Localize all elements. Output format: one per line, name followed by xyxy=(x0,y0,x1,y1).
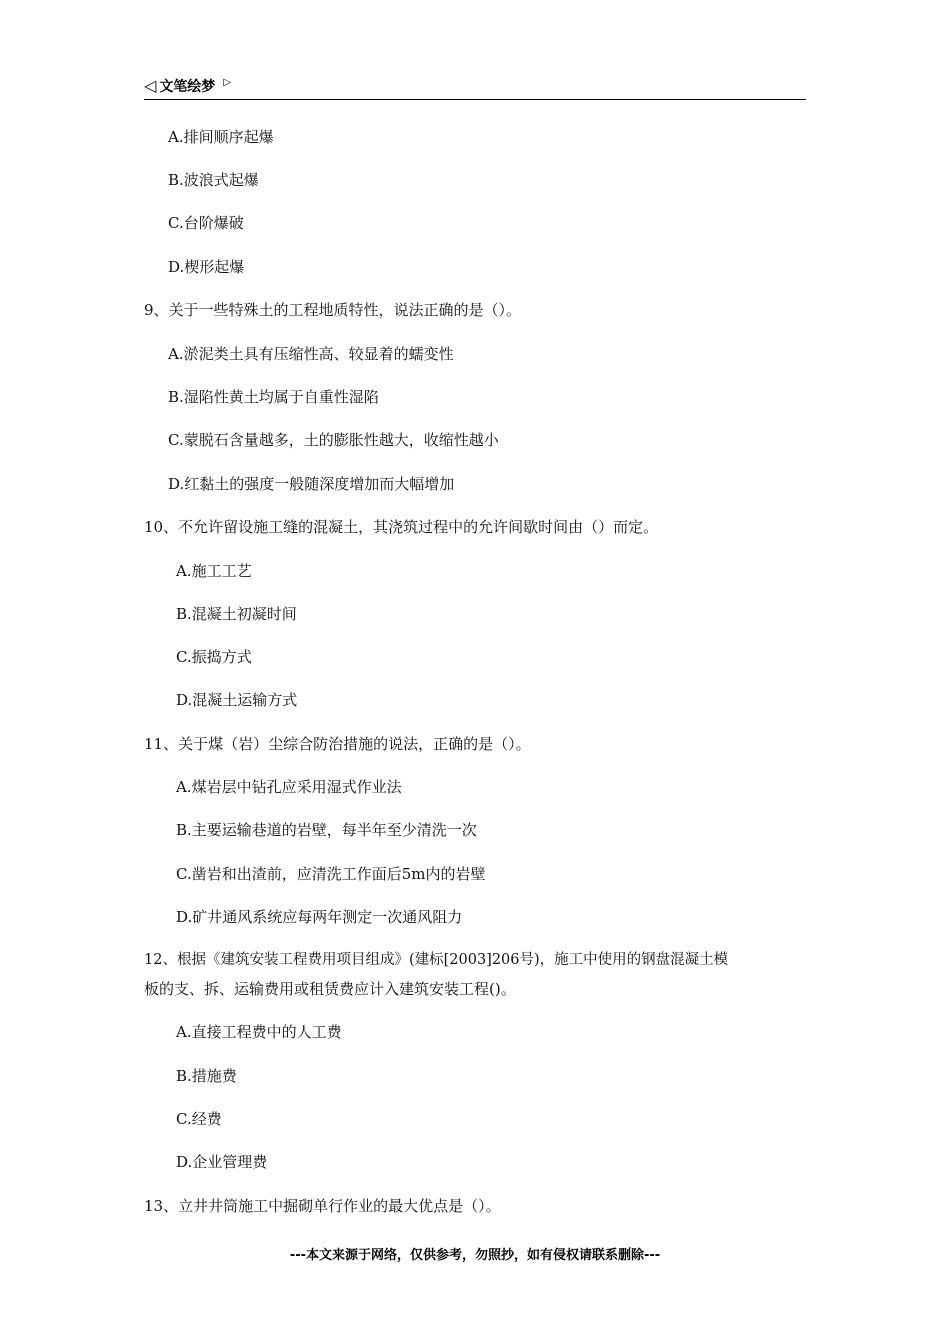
header-title: 文笔绘梦 xyxy=(159,78,216,95)
option-8a: A.排间顺序起爆 xyxy=(168,128,274,146)
triangle-right-icon: ▷ xyxy=(223,77,232,88)
option-12b: B.措施费 xyxy=(176,1067,237,1085)
option-12d: D.企业管理费 xyxy=(176,1153,268,1171)
option-8c: C.台阶爆破 xyxy=(168,214,244,232)
question-13: 13、立井井筒施工中掘砌单行作业的最大优点是（）。 xyxy=(144,1197,501,1215)
option-10d: D.混凝土运输方式 xyxy=(176,691,298,709)
option-12a: A.直接工程费中的人工费 xyxy=(176,1023,342,1041)
option-9b: B.湿陷性黄土均属于自重性湿陷 xyxy=(168,388,379,406)
option-11b: B.主要运输巷道的岩壁，每半年至少清洗一次 xyxy=(176,821,477,839)
question-12-line2: 板的支、拆、运输费用或租赁费应计入建筑安装工程()。 xyxy=(144,980,516,998)
question-10: 10、不允许留设施工缝的混凝土，其浇筑过程中的允许间歇时间由（）而定。 xyxy=(144,518,659,536)
option-9c: C.蒙脱石含量越多，土的膨胀性越大，收缩性越小 xyxy=(168,431,499,449)
triangle-left-icon: ◁ xyxy=(144,76,157,95)
option-11d: D.矿井通风系统应每两年测定一次通风阻力 xyxy=(176,908,463,926)
option-8b: B.波浪式起爆 xyxy=(168,171,259,189)
option-9d: D.红黏土的强度一般随深度增加而大幅增加 xyxy=(168,475,455,493)
page-footer: ---本文来源于网络，仅供参考，勿照抄，如有侵权请联系删除--- xyxy=(289,1248,661,1263)
question-11: 11、关于煤（岩）尘综合防治措施的说法，正确的是（）。 xyxy=(144,735,531,753)
option-8d: D.楔形起爆 xyxy=(168,258,245,276)
option-10b: B.混凝土初凝时间 xyxy=(176,605,297,623)
option-11c: C.凿岩和出渣前，应清洗工作面后5m内的岩壁 xyxy=(176,865,486,883)
question-9: 9、关于一些特殊土的工程地质特性，说法正确的是（）。 xyxy=(144,301,522,319)
option-11a: A.煤岩层中钻孔应采用湿式作业法 xyxy=(176,778,402,796)
option-12c: C.经费 xyxy=(176,1110,222,1128)
option-9a: A.淤泥类土具有压缩性高、较显着的蠕变性 xyxy=(168,345,454,363)
option-10a: A.施工工艺 xyxy=(176,562,252,580)
option-10c: C.振捣方式 xyxy=(176,648,252,666)
question-12-line1: 12、根据《建筑安装工程费用项目组成》(建标[2003]206号)，施工中使用的钢盘混凝土模 xyxy=(144,952,729,968)
page-header xyxy=(144,72,806,100)
